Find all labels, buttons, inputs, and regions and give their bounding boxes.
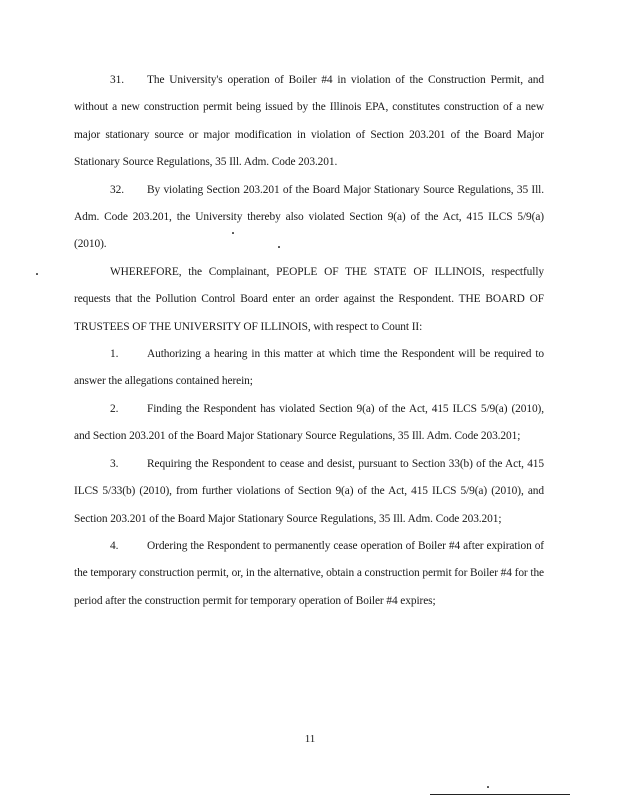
paragraph-number: 32. — [110, 183, 124, 196]
footer-rule — [430, 794, 570, 795]
relief-item-4 — [74, 533, 544, 615]
relief-item-2 — [74, 396, 544, 451]
paragraph-32 — [74, 177, 544, 259]
paragraph-text: Authorizing a hearing in this matter at which time the Respondent will be required to answer the allegations contained herein; — [74, 348, 544, 388]
document-body — [74, 67, 544, 615]
paragraph-number: 31. — [110, 74, 124, 86]
relief-item-3 — [74, 451, 544, 533]
paragraph-number: 3. — [110, 457, 119, 470]
paragraph-number: 1. — [110, 348, 119, 361]
scan-speck — [278, 246, 280, 248]
scan-speck — [232, 232, 234, 234]
paragraph-number: 2. — [110, 402, 119, 415]
page-number: 11 — [304, 733, 316, 745]
paragraph-text: Finding the Respondent has violated Section 9(a) of the Act, 415 ILCS 5/9(a) (2010), and Section 203.201 of the Board Major Stationary Source Regulations, 35 Ill. Adm. Code 203.201; — [74, 402, 544, 443]
wherefore-clause — [74, 259, 544, 341]
scan-speck — [487, 786, 489, 788]
paragraph-31 — [74, 67, 544, 177]
paragraph-text: The University's operation of Boiler #4 in violation of the Construction Permit, and without a new construction permit being issued by the Illinois EPA, constitutes construction of a new major stationary source or major modification in violation of Section 203.201 of the Board Major Stationary Source Regulations, 35 Ill. Adm. Code 203.201. — [74, 74, 544, 169]
scan-speck — [36, 273, 38, 275]
paragraph-number: 4. — [110, 539, 119, 552]
paragraph-text: Ordering the Respondent to permanently cease operation of Boiler #4 after expiration of the temporary construction permit, or, in the alternative, obtain a construction permit for Boiler #4 for the period after the construction permit for temporary operation of Boiler #4 expires; — [74, 539, 544, 607]
paragraph-text: Requiring the Respondent to cease and desist, pursuant to Section 33(b) of the Act, 415 ILCS 5/33(b) (2010), from further violations of Section 9(a) of the Act, 415 ILCS 5/9(a) (2010), and Section 203.201 of the Board Major Stationary Source Regulations, 35 Ill. Adm. Code 203.201; — [74, 457, 544, 525]
paragraph-text: WHEREFORE, the Complainant, PEOPLE OF THE STATE OF ILLINOIS, respectfully requests that the Pollution Control Board enter an order against the Respondent. THE BOARD OF TRUSTEES OF THE UNIVERSITY OF ILLINOIS, with respect to Count II: — [74, 265, 544, 333]
relief-item-1 — [74, 341, 544, 396]
paragraph-text: By violating Section 203.201 of the Board Major Stationary Source Regulations, 35 Ill. Adm. Code 203.201, the University thereby also violated Section 9(a) of the Act, 415 ILCS 5/9(a) (2010). — [74, 183, 544, 251]
